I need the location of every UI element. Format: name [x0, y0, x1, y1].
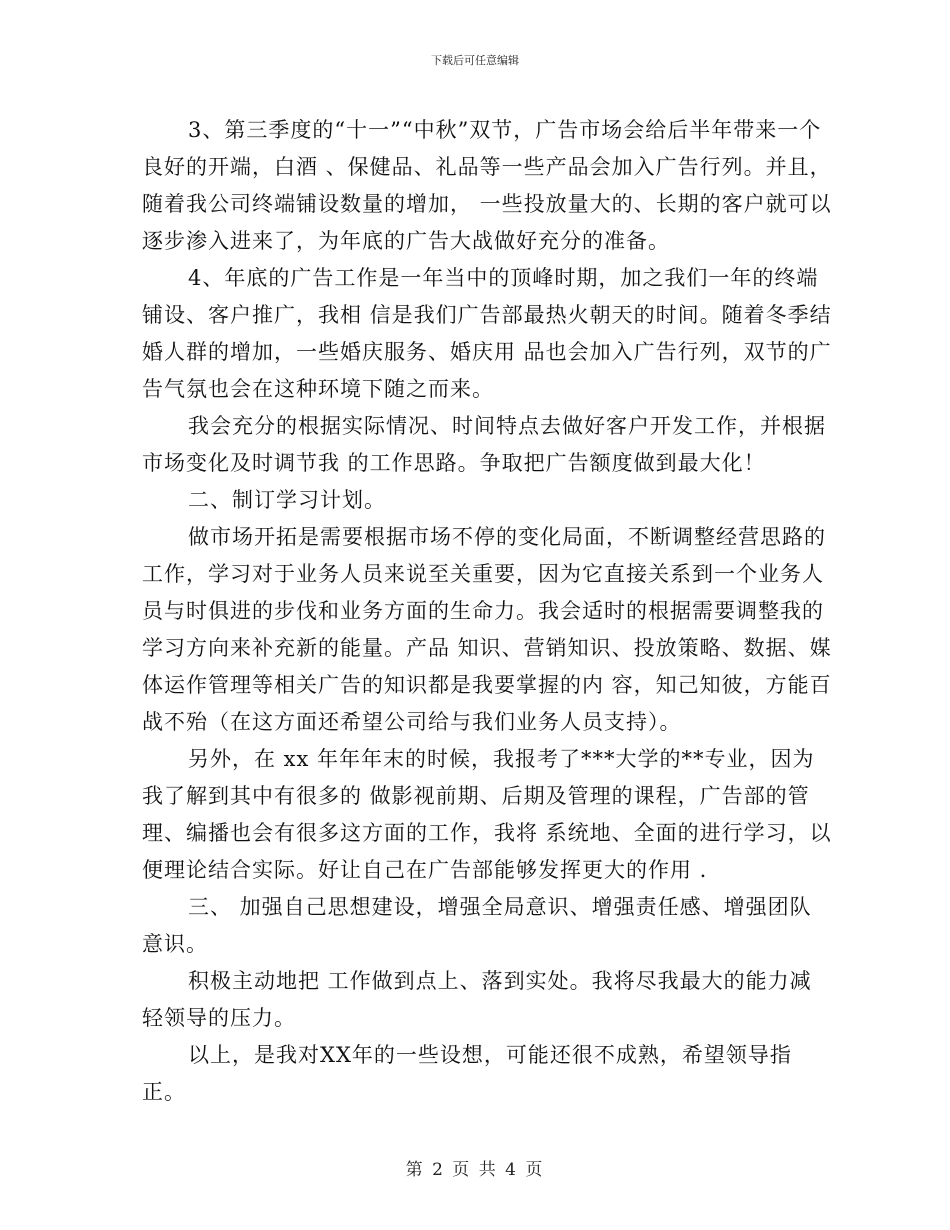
page-number: 第 2 页 共 4 页: [405, 1160, 545, 1180]
paragraph-q3-holidays: 3、第三季度的“十一”“中秋”双节，广告市场会给后半年带来一个良好的开端，白酒 、保健品、礼品等一些产品会加入广告行列。并且，随着我公司终端铺设数量的增加， 一些投放量大的、长期的客户就可以逐步渗入进来了，为年底的广告大战做好充分的准备。: [142, 118, 832, 253]
paragraph-market-learning: 做市场开拓是需要根据市场不停的变化局面，不断调整经营思路的工作，学习对于业务人员来说至关重要，因为它直接关系到一个业务人员与时俱进的步伐和业务方面的生命力。我会适时的根据需要调整我的学习方向来补充新的能量。产品 知识、营销知识、投放策略、数据、媒体运作管理等相关广告的知识都是我要掌握的内 容，知己知彼，方能百战不殆（在这方面还希望公司给与我们业务人员支持）。: [142, 525, 832, 734]
heading-ideology: 三、 加强自己思想建设，增强全局意识、增强责任感、增强团队意识。: [142, 895, 812, 956]
page-header: 下载后可任意编辑: [431, 54, 519, 67]
paragraph-conclusion: 以上，是我对XX年的一些设想，可能还很不成熟，希望领导指正。: [142, 1043, 792, 1104]
paragraph-university-study: 另外，在 xx 年年年末的时候，我报考了***大学的**专业，因为我了解到其中有很多的 做影视前期、后期及管理的课程，广告部的管理、编播也会有很多这方面的工作，我将 系统地、全面的进行学习，以便理论结合实际。好让自己在广告部能够发挥更大的作用 .: [142, 747, 832, 882]
paragraph-initiative: 积极主动地把 工作做到点上、落到实处。我将尽我最大的能力减轻领导的压力。: [142, 969, 812, 1030]
document-body: [142, 112, 832, 1111]
heading-study-plan: 二、制订学习计划。: [188, 488, 386, 512]
paragraph-year-end: 4、年底的广告工作是一年当中的顶峰时期，加之我们一年的终端铺设、客户推广，我相 信是我们广告部最热火朝天的时间。随着冬季结婚人群的增加，一些婚庆服务、婚庆用 品也会加入广告行列，双节的广告气氛也会在这种环境下随之而来。: [142, 266, 832, 401]
paragraph-client-development: 我会充分的根据实际情况、时间特点去做好客户开发工作，并根据市场变化及时调节我 的工作思路。争取把广告额度做到最大化！: [142, 414, 826, 475]
